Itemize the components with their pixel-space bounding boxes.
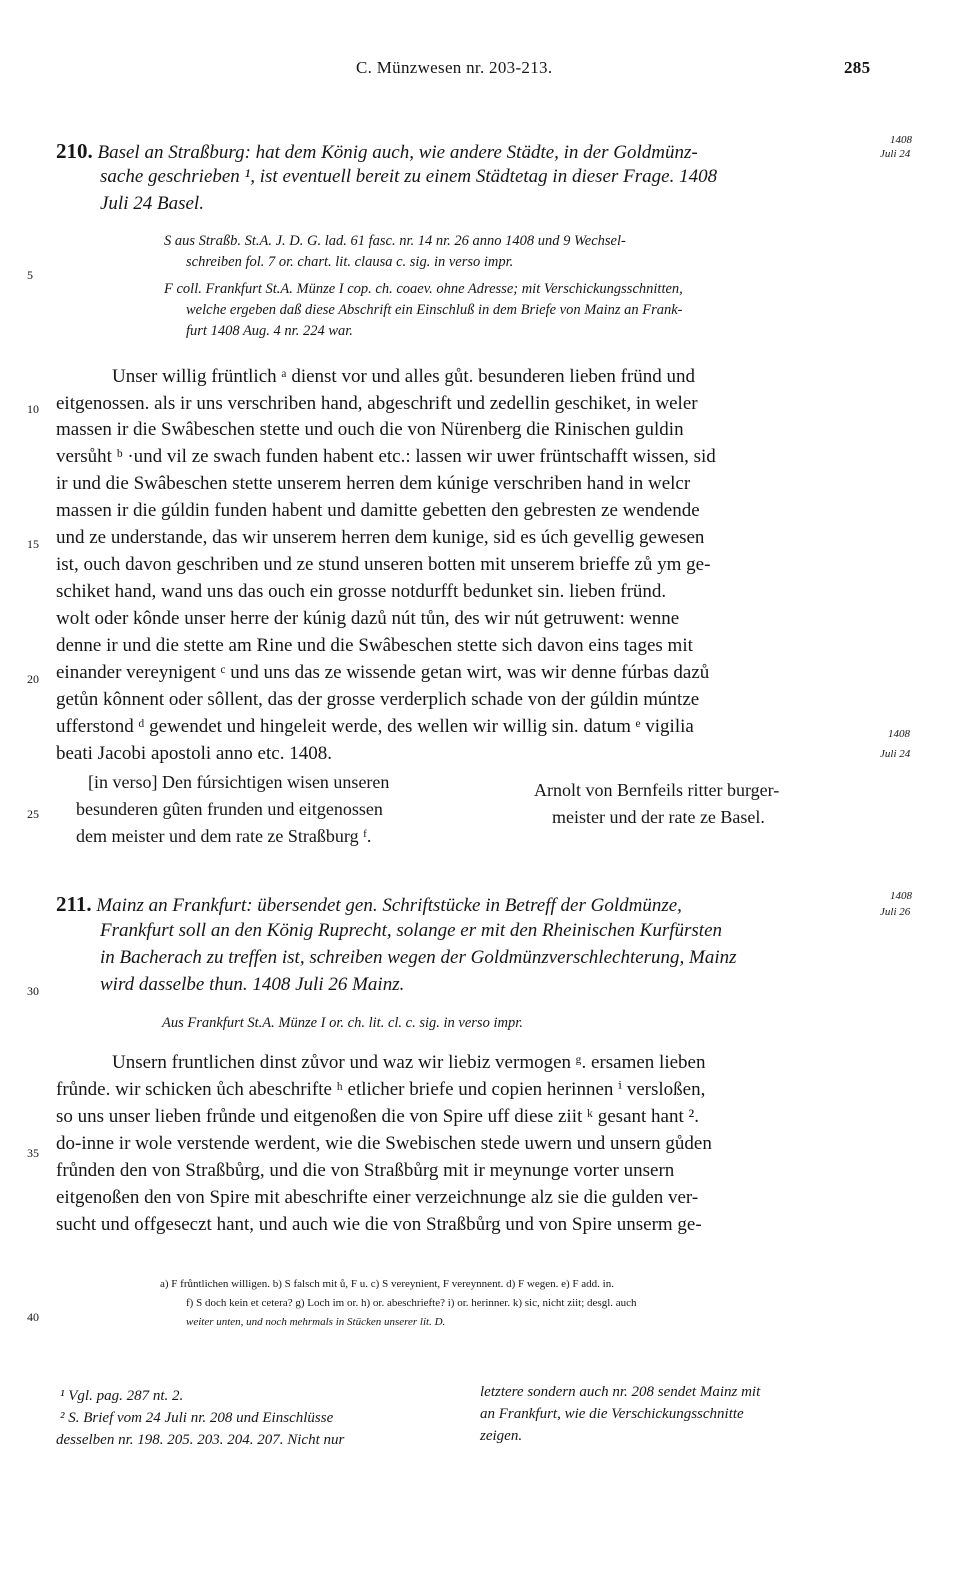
- doc210-body-line: schiket hand, wand uns das ouch ein grosse notdurfft bedunket sin. lieben fründ.: [56, 581, 667, 602]
- line-number: 20: [27, 672, 39, 686]
- doc211-body-line: do-inne ir wole verstende werdent, wie die Swebischen stede uwern und unsern gůden: [56, 1133, 712, 1154]
- line-number: 30: [27, 984, 39, 998]
- line-number: 40: [27, 1310, 39, 1324]
- footnote-line: zeigen.: [480, 1428, 523, 1444]
- doc210-signature-line: Arnolt von Bernfeils ritter burger-: [534, 780, 780, 800]
- line-number: 5: [27, 268, 33, 282]
- page-number: 285: [844, 58, 871, 77]
- doc210-address-line: dem meister und dem rate ze Straßburg ᶠ.: [76, 826, 372, 846]
- doc211-body-line: frůnden den von Straßbůrg, und die von Straßbůrg mit ir meynunge vorter unsern: [56, 1160, 675, 1181]
- doc211-body-line: sucht und offgeseczt hant, und auch wie die von Straßbůrg und von Spire unserm ge-: [56, 1214, 702, 1235]
- doc210-body-line: beati Jacobi apostoli anno etc. 1408.: [56, 743, 332, 764]
- doc211-heading-line-4: wird dasselbe thun. 1408 Juli 26 Mainz.: [100, 974, 405, 995]
- footnote-line: letztere sondern auch nr. 208 sendet Mainz mit: [480, 1384, 761, 1400]
- doc211-body-line: eitgenoßen den von Spire mit abeschrifte einer verzeichnunge alz sie die gulden ver-: [56, 1187, 699, 1208]
- running-title: C. Münzwesen nr. 203-213.: [356, 58, 553, 77]
- doc210-heading-line-3: Juli 24 Basel.: [100, 193, 204, 214]
- doc210-address-line: [in verso] Den fúrsichtigen wisen unseren: [88, 772, 390, 792]
- doc210-source-line: welche ergeben daß diese Abschrift ein Einschluß in dem Briefe von Mainz an Frank-: [186, 302, 683, 318]
- doc210-body-line: eitgenossen. als ir uns verschriben hand, abgeschrift und zedellin geschiket, in weler: [56, 393, 698, 414]
- doc210-body-line: massen ir die Swâbeschen stette und ouch die von Nürenberg die Rinischen guldin: [56, 419, 684, 440]
- margin-date-day: Juli 26: [880, 906, 911, 918]
- doc211-heading-line-2: Frankfurt soll an den König Ruprecht, solange er mit den Rheinischen Kurfürsten: [100, 920, 723, 941]
- footnote-line: ¹ Vgl. pag. 287 nt. 2.: [60, 1388, 184, 1404]
- doc211-heading-line-3: in Bacherach zu treffen ist, schreiben wegen der Goldmünzverschlechterung, Mainz: [100, 947, 737, 968]
- line-number: 25: [27, 807, 39, 821]
- doc211-source-line: Aus Frankfurt St.A. Münze I or. ch. lit. cl. c. sig. in verso impr.: [162, 1015, 523, 1031]
- doc210-address-line: besunderen gûten frunden und eitgenossen: [76, 799, 383, 819]
- apparatus-line: f) S doch kein et cetera? g) Loch im or. h) or. abeschriefte? i) or. herinner. k) sic, nicht ziit; desgl. auch: [186, 1297, 637, 1309]
- doc210-body-line: denne ir und die stette am Rine und die Swâbeschen stette sich davon eins tages mit: [56, 635, 693, 656]
- doc210-body-line: wolt oder kônde unser herre der kúnig dazů nút tůn, des wir nút getruwent: wenne: [56, 608, 680, 629]
- doc210-source-line: S aus Straßb. St.A. J. D. G. lad. 61 fasc. nr. 14 nr. 26 anno 1408 und 9 Wechsel-: [164, 233, 626, 249]
- doc210-body-line: massen ir die gúldin funden habent und damitte gebetten den gebresten ze wendende: [56, 500, 700, 521]
- doc210-signature-line: meister und der rate ze Basel.: [552, 807, 765, 827]
- margin-date-year: 1408: [890, 890, 912, 902]
- footnote-line: ² S. Brief vom 24 Juli nr. 208 und Einschlüsse: [60, 1410, 334, 1426]
- doc210-number: 210.: [56, 139, 93, 163]
- doc210-source-line: F coll. Frankfurt St.A. Münze I cop. ch. coaev. ohne Adresse; mit Verschickungsschnitten,: [164, 281, 683, 297]
- doc210-body-line: getůn kônnent oder sôllent, das der grosse verderplich schade von der gúldin múntze: [56, 689, 700, 710]
- footnote-line: desselben nr. 198. 205. 203. 204. 207. Nicht nur: [56, 1432, 345, 1448]
- doc210-body-line: ufferstond ᵈ gewendet und hingeleit werde, des wellen wir willig sin. datum ᵉ vigilia: [56, 716, 694, 737]
- doc211-body-line: so uns unser lieben frůnde und eitgenoßen die von Spire uff diese ziit ᵏ gesant hant ².: [56, 1106, 699, 1127]
- doc210-source-line: schreiben fol. 7 or. chart. lit. clausa c. sig. in verso impr.: [186, 254, 514, 270]
- line-number: 35: [27, 1146, 39, 1160]
- footnote-line: an Frankfurt, wie die Verschickungsschnitte: [480, 1406, 744, 1422]
- margin-date-year: 1408: [888, 728, 910, 740]
- doc210-heading-line-2: sache geschrieben ¹, ist eventuell bereit zu einem Städtetag in dieser Frage. 1408: [100, 166, 718, 187]
- doc210-body-line: versůht ᵇ ·und vil ze swach funden habent etc.: lassen wir uwer früntschafft wissen, sid: [56, 446, 716, 467]
- margin-date-year: 1408: [890, 134, 912, 146]
- doc210-body-line: ir und die Swâbeschen stette unserem herren dem kúnige verschriben hand in welcr: [56, 473, 691, 494]
- doc210-heading-line-1: 210. Basel an Straßburg: hat dem König auch, wie andere Städte, in der Goldmünz-: [56, 139, 698, 163]
- apparatus-line: a) F frůntlichen willigen. b) S falsch mit ů, F u. c) S vereynient, F vereynnent. d) F wegen. e) F add. in.: [160, 1278, 614, 1290]
- line-number: 10: [27, 402, 39, 416]
- doc211-number: 211.: [56, 892, 92, 916]
- margin-date-day: Juli 24: [880, 748, 911, 760]
- doc211-body-line: Unsern fruntlichen dinst zůvor und waz wir liebiz vermogen ᵍ. ersamen lieben: [112, 1052, 706, 1073]
- apparatus-line: weiter unten, und noch mehrmals in Stücken unserer lit. D.: [186, 1316, 446, 1328]
- doc210-body-line: und ze understande, das wir unserem herren dem kunige, sid es úch gevellig gewesen: [56, 527, 705, 548]
- doc211-body-line: frůnde. wir schicken ůch abeschrifte ʰ etlicher briefe und copien herinnen ⁱ versloßen,: [56, 1079, 706, 1100]
- doc210-source-line: furt 1408 Aug. 4 nr. 224 war.: [186, 323, 353, 339]
- doc211-heading-line-1: 211. Mainz an Frankfurt: übersendet gen. Schriftstücke in Betreff der Goldmünze,: [56, 892, 682, 916]
- margin-date-day: Juli 24: [880, 148, 911, 160]
- doc210-body-line: einander vereynigent ᶜ und uns das ze wissende getan wirt, was wir denne fúrbas dazů: [56, 662, 710, 683]
- doc210-body-line: Unser willig früntlich ᵃ dienst vor und alles gůt. besunderen lieben fründ und: [112, 366, 695, 387]
- line-number: 15: [27, 537, 39, 551]
- doc210-body-line: ist, ouch davon geschriben und ze stund unseren botten mit unserem brieffe zů ym ge-: [56, 554, 711, 575]
